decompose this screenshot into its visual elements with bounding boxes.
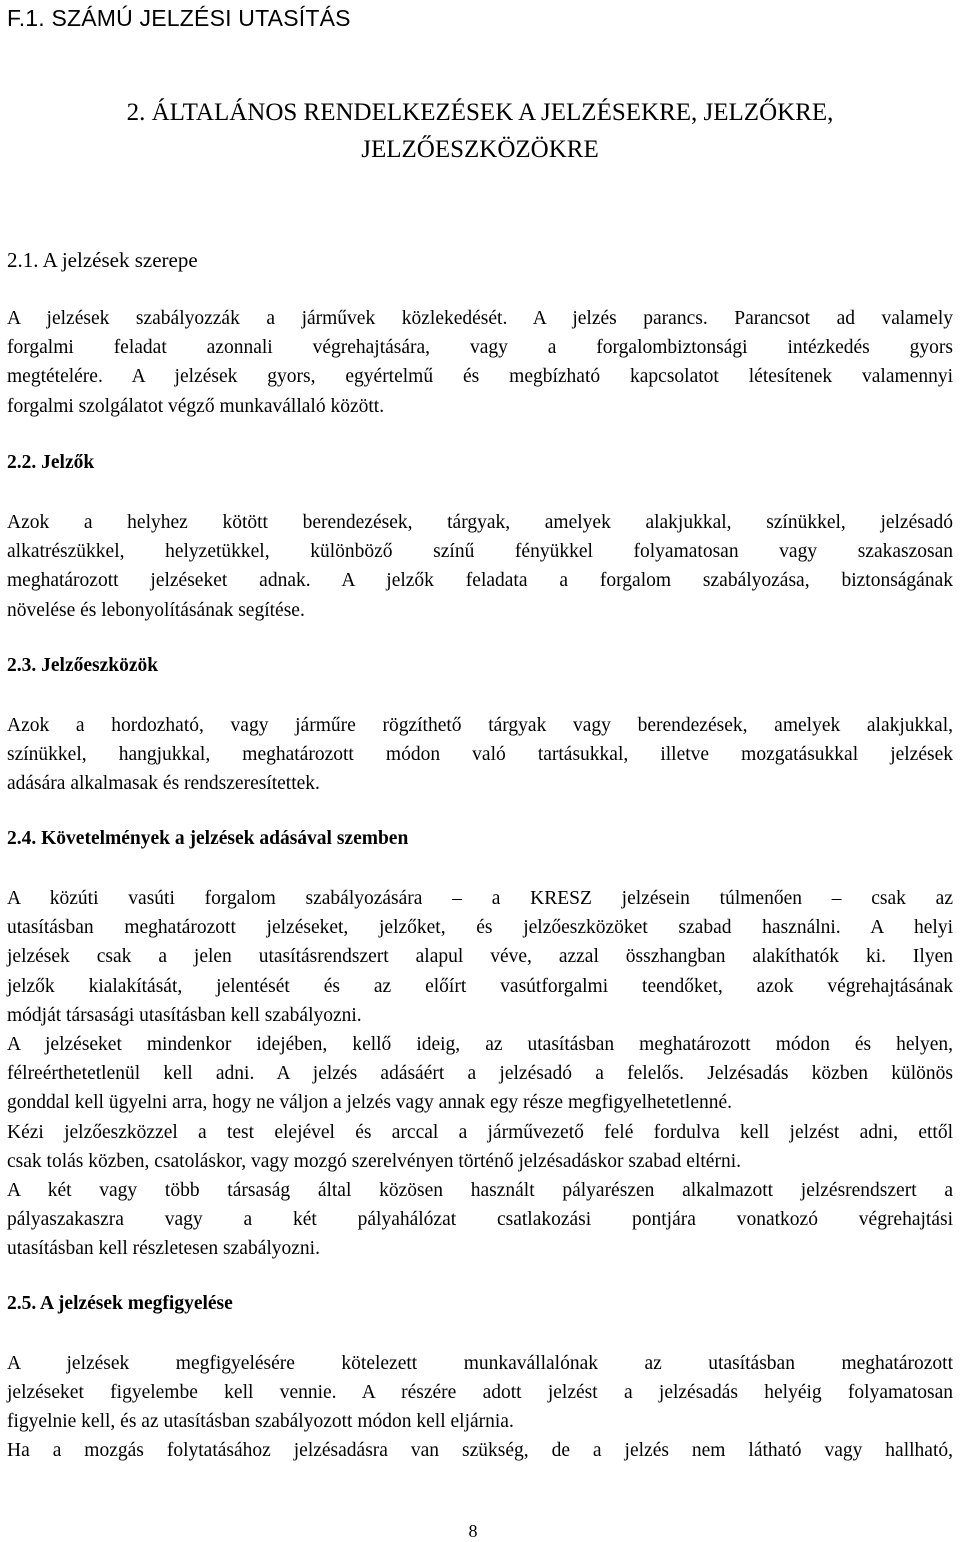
section-heading-2-1: 2.1. A jelzések szerepe [7, 248, 198, 272]
text-line: Kézi jelzőeszközzel a test elejével és arccal a járművezető felé fordulva kell jelzést adni, ettől [7, 1122, 953, 1143]
section-heading-2-4: 2.4. Követelmények a jelzések adásával szemben [7, 828, 409, 849]
section-2-1-paragraph [7, 304, 953, 421]
text-line: félreérthetetlenül kell adni. A jelzés adásáért a jelzésadó a felelős. Jelzésadás közben különös [7, 1063, 953, 1085]
text-line: forgalmi szolgálatot végző munkavállaló között. [7, 395, 385, 417]
page-number: 8 [468, 1521, 478, 1541]
text-line: növelése és lebonyolításának segítése. [7, 599, 305, 621]
text-line: Ha a mozgás folytatásához jelzésadásra van szükség, de a jelzés nem látható vagy hallható, [7, 1440, 953, 1461]
section-2-4-paragraph-2 [7, 1030, 953, 1118]
text-line: alkatrészükkel, helyzetükkel, különböző színű fényükkel folyamatosan vagy szakaszosan [7, 541, 953, 563]
text-line: A jelzések szabályozzák a járművek közlekedését. A jelzés parancs. Parancsot ad valamely [7, 308, 953, 329]
section-2-5-paragraph-2 [7, 1436, 953, 1465]
text-line: adására alkalmasak és rendszeresítettek. [7, 773, 320, 795]
text-line: jelzéseket figyelembe kell vennie. A részére adott jelzést a jelzésadás helyéig folyamatosan [7, 1382, 953, 1404]
chapter-title-line-1: 2. ÁLTALÁNOS RENDELKEZÉSEK A JELZÉSEKRE, JELZŐKRE, [126, 99, 834, 126]
text-line: utasításban kell részletesen szabályozni. [7, 1238, 320, 1260]
section-2-4-paragraph-4 [7, 1176, 953, 1264]
chapter-title-line-2: JELZŐESZKÖZÖKRE [361, 136, 599, 163]
document-header: F.1. SZÁMÚ JELZÉSI UTASÍTÁS [7, 5, 351, 31]
chapter-title [7, 94, 953, 168]
section-heading-2-2: 2.2. Jelzők [7, 452, 95, 473]
text-line: utasításban meghatározott jelzéseket, jelzőket, és jelzőeszközöket szabad használni. A helyi [7, 917, 953, 939]
text-line: meghatározott jelzéseket adnak. A jelzők feladata a forgalom szabályozása, biztonságának [7, 570, 953, 592]
text-line: gonddal kell ügyelni arra, hogy ne váljon a jelzés vagy annak egy része megfigyelhetetlenné. [7, 1092, 733, 1114]
text-line: figyelnie kell, és az utasításban szabályozott módon kell eljárnia. [7, 1411, 514, 1433]
text-line: megtételére. A jelzések gyors, egyértelmű és megbízható kapcsolatot létesítenek valamennyi [7, 366, 953, 388]
section-2-4-paragraph-1 [7, 884, 953, 1030]
text-line: forgalmi feladat azonnali végrehajtására, vagy a forgalombiztonsági intézkedés gyors [7, 337, 953, 359]
text-line: A közúti vasúti forgalom szabályozására – a KRESZ jelzésein túlmenően – csak az [7, 888, 953, 909]
section-heading-2-5: 2.5. A jelzések megfigyelése [7, 1293, 233, 1314]
text-line: jelzők kialakítását, jelentését és az előírt vasútforgalmi teendőket, azok végrehajtásának [7, 975, 953, 997]
section-2-5-paragraph-1 [7, 1349, 953, 1437]
text-line: módját társasági utasításban kell szabályozni. [7, 1004, 362, 1026]
text-line: A két vagy több társaság által közösen használt pályarészen alkalmazott jelzésrendszert a [7, 1180, 953, 1201]
text-line: csak tolás közben, csatoláskor, vagy mozgó szerelvényen történő jelzésadáskor szabad eltérni. [7, 1151, 741, 1173]
text-line: A jelzéseket mindenkor idejében, kellő ideig, az utasításban meghatározott módon és helyen, [7, 1034, 953, 1055]
section-2-2-paragraph [7, 508, 953, 625]
text-line: jelzések csak a jelen utasításrendszert alapul véve, azzal összhangban alakíthatók ki. Ilyen [7, 946, 953, 968]
text-line: Azok a helyhez kötött berendezések, tárgyak, amelyek alakjukkal, színükkel, jelzésadó [7, 512, 953, 533]
section-2-4-paragraph-3 [7, 1118, 953, 1176]
section-heading-2-3: 2.3. Jelzőeszközök [7, 655, 159, 676]
text-line: Azok a hordozható, vagy járműre rögzíthető tárgyak vagy berendezések, amelyek alakjukkal, [7, 715, 953, 736]
text-line: színükkel, hangjukkal, meghatározott módon való tartásukkal, illetve mozgatásukkal jelzések [7, 744, 953, 766]
text-line: pályaszakaszra vagy a két pályahálózat csatlakozási pontjára vonatkozó végrehajtási [7, 1209, 953, 1231]
text-line: A jelzések megfigyelésére kötelezett munkavállalónak az utasításban meghatározott [7, 1353, 953, 1374]
section-2-3-paragraph [7, 711, 953, 799]
